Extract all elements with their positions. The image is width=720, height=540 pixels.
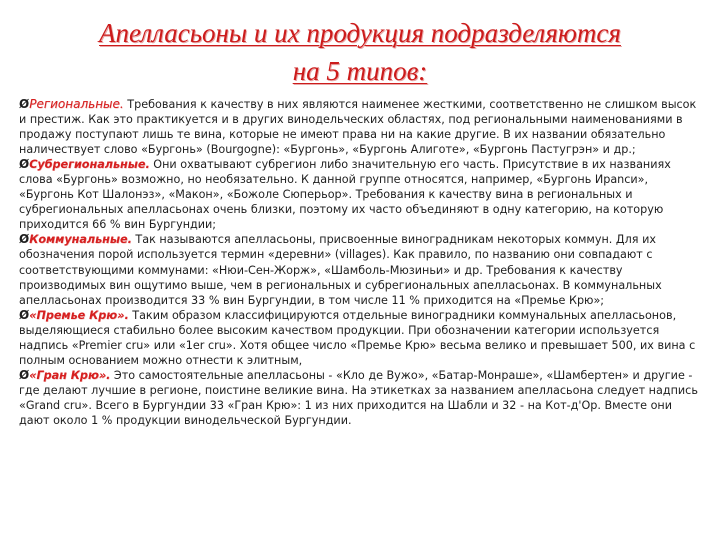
slide-title-line-2: на 5 типов:	[292, 56, 428, 86]
list-item-communal	[19, 232, 699, 307]
text-regional: Требования к качеству в них являются наименее жесткими, соответственно не слишком высок и престиж. Как это практикуется и в других винодельческих областях, под региональными наименованиями в продажу поступают лишь те вина, которые не имеют права ни на какие другие. В их названии обязательно наличествует слово «Бургонь» (Bourgogne): «Бургонь», «Бургонь Алиготе», «Бургонь Пастугрэн» и др.;	[19, 98, 697, 157]
term-grand-cru-punct: .	[106, 368, 111, 382]
slide-title-line-1: Апелласьоны и их продукция подразделяются	[99, 18, 621, 48]
bullet-arrow-icon: Ø	[19, 157, 30, 172]
term-premier-cru: «Премье Крю»	[29, 308, 125, 322]
term-premier-cru-punct: .	[124, 308, 129, 322]
slide-body	[19, 97, 699, 428]
term-communal-punct: .	[127, 233, 132, 247]
term-subregional: Субрегиональные	[29, 158, 146, 172]
term-grand-cru: «Гран Крю»	[29, 368, 107, 382]
text-grand-cru: Это самостоятельные апелласьоны - «Кло де Вужо», «Батар-Монраше», «Шамбертен» и другие - где делают лучшие в регионе, поистине великие вина. На этикетках за названием апелласьона следует надпись «Grand cru». Всего в Бургундии 33 «Гран Крю»: 1 из них приходится на Шабли и 32 - на Кот-д'Ор. Вместе они дают около 1 % продукции винодельческой Бургундии.	[19, 368, 698, 427]
term-subregional-punct: .	[145, 158, 150, 172]
text-premier-cru: Таким образом классифицируются отдельные виноградники коммунальных апелласьонов, выделяющиеся стабильно более высоким качеством продукции. При обозначении категории используется надпись «Premier cru» или «1er cru». Хотя общее число «Премье Крю» весьма велико и превышает 500, их вина с полным основанием можно отнести к элитным,	[19, 308, 696, 367]
bullet-arrow-icon: Ø	[19, 232, 30, 247]
term-regional-punct: .	[119, 97, 124, 111]
text-subregional: Они охватывают субрегион либо значительную его часть. Присутствие в их названиях слова «Бургонь» возможно, но необязательно. К данной группе относятся, например, «Бургонь Ираnси», «Бургонь Кот Шалонэз», «Макон», «Божоле Сюперьор». Требования к качеству вина в региональных и субрегиональных апелласьонах очень близки, поэтому их часто объединяют в одну категорию, на которую приходится 66 % вин Бургундии;	[19, 158, 671, 232]
text-communal: Так называются апелласьоны, присвоенные виноградникам некоторых коммун. Для их обозначения порой используется термин «деревни» (villages). Как правило, по названию они совпадают с соответствующими коммунами: «Нюи-Сен-Жорж», «Шамболь-Мюзиньи» и др. Требования к качеству производимых вин ощутимо выше, чем в региональных и субрегиональных апелласьонах. В коммунальных апелласьонах производится 33 % вин Бургундии, в том числе 11 % приходится на «Премье Крю»;	[19, 233, 662, 307]
slide-title	[60, 14, 660, 90]
list-item-premier-cru	[19, 308, 699, 368]
list-item-regional	[19, 97, 699, 157]
bullet-arrow-icon: Ø	[19, 97, 30, 111]
term-regional: Региональные	[29, 97, 120, 111]
term-communal: Коммунальные	[29, 233, 128, 247]
list-item-grand-cru	[19, 368, 699, 428]
bullet-arrow-icon: Ø	[19, 307, 30, 322]
bullet-arrow-icon: Ø	[19, 367, 30, 382]
list-item-subregional	[19, 157, 699, 232]
